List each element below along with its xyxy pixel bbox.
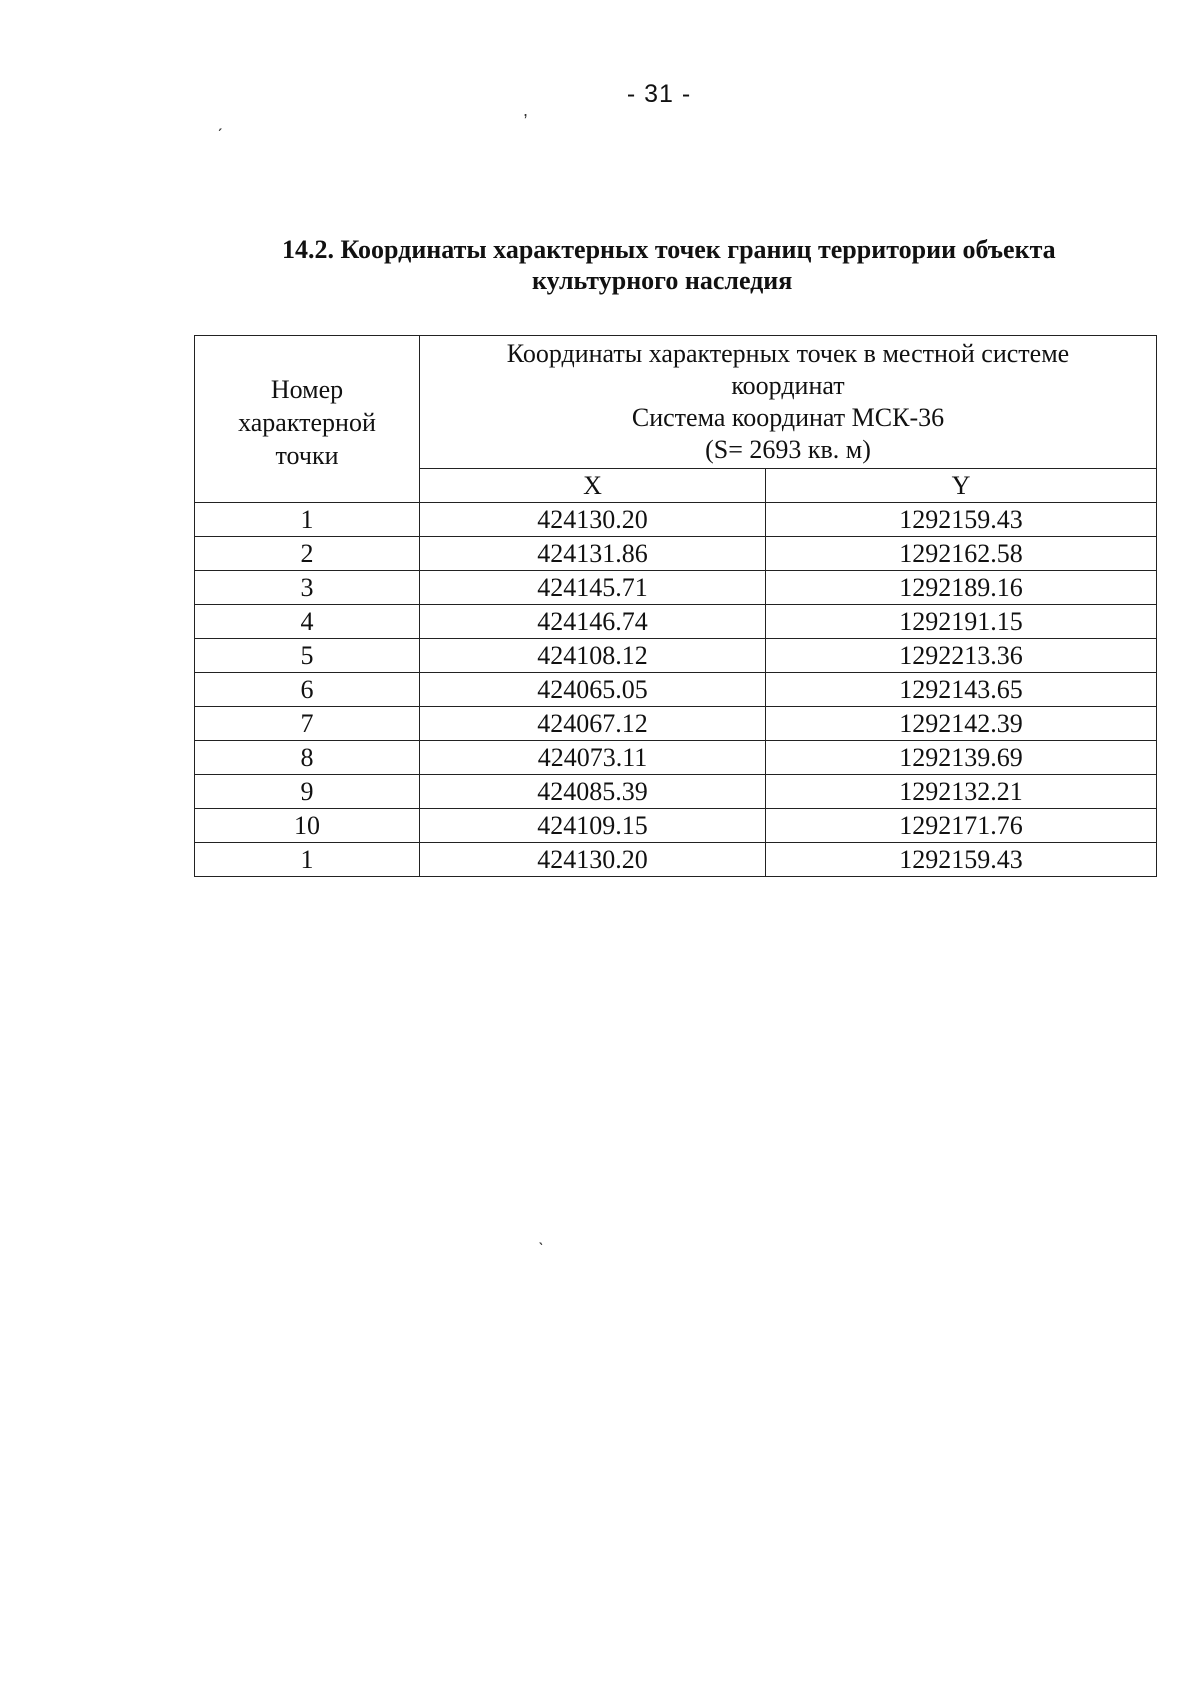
- point-number-cell: 3: [195, 571, 420, 605]
- table-row: [195, 605, 1157, 639]
- table-row: [195, 537, 1157, 571]
- x-column-header: X: [420, 469, 766, 503]
- y-coordinate-cell: 1292159.43: [766, 843, 1157, 877]
- x-coordinate-cell: 424065.05: [420, 673, 766, 707]
- point-number-cell: 5: [195, 639, 420, 673]
- y-coordinate-cell: 1292142.39: [766, 707, 1157, 741]
- point-number-cell: 7: [195, 707, 420, 741]
- y-coordinate-cell: 1292159.43: [766, 503, 1157, 537]
- point-number-cell: 8: [195, 741, 420, 775]
- x-coordinate-cell: 424130.20: [420, 503, 766, 537]
- point-number-cell: 6: [195, 673, 420, 707]
- section-title-line-1: 14.2. Координаты характерных точек границ территории объекта: [282, 235, 1056, 264]
- table-row: [195, 503, 1157, 537]
- table-row: [195, 741, 1157, 775]
- point-number-cell: 1: [195, 843, 420, 877]
- y-coordinate-cell: 1292139.69: [766, 741, 1157, 775]
- section-title: [230, 234, 1170, 296]
- y-coordinate-cell: 1292162.58: [766, 537, 1157, 571]
- y-coordinate-cell: 1292213.36: [766, 639, 1157, 673]
- coordinates-table: [194, 335, 1157, 877]
- coordinates-header-line: координат: [731, 371, 845, 400]
- point-number-cell: 2: [195, 537, 420, 571]
- coordinates-header: [420, 336, 1157, 469]
- x-coordinate-cell: 424067.12: [420, 707, 766, 741]
- section-title-line-2: культурного наследия: [532, 266, 793, 295]
- point-number-cell: 9: [195, 775, 420, 809]
- y-coordinate-cell: 1292171.76: [766, 809, 1157, 843]
- scan-speck: ,: [523, 100, 529, 120]
- y-coordinate-cell: 1292191.15: [766, 605, 1157, 639]
- x-coordinate-cell: 424130.20: [420, 843, 766, 877]
- table-row: [195, 843, 1157, 877]
- point-number-header-line: Номер: [270, 374, 344, 404]
- x-coordinate-cell: 424085.39: [420, 775, 766, 809]
- point-number-header: [195, 336, 420, 503]
- coordinates-header-line: Система координат МСК-36: [631, 403, 945, 432]
- table-row: [195, 673, 1157, 707]
- point-number-cell: 10: [195, 809, 420, 843]
- point-number-header-line: характерной: [238, 407, 376, 437]
- coordinates-header-line: Координаты характерных точек в местной системе: [506, 339, 1070, 368]
- point-number-cell: 1: [195, 503, 420, 537]
- table-row: [195, 809, 1157, 843]
- x-coordinate-cell: 424145.71: [420, 571, 766, 605]
- point-number-cell: 4: [195, 605, 420, 639]
- y-column-header: Y: [766, 469, 1157, 503]
- table-row: [195, 571, 1157, 605]
- page-number: - 31 -: [626, 80, 692, 108]
- y-coordinate-cell: 1292143.65: [766, 673, 1157, 707]
- table-row: [195, 707, 1157, 741]
- y-coordinate-cell: 1292132.21: [766, 775, 1157, 809]
- table-row: [195, 775, 1157, 809]
- x-coordinate-cell: 424131.86: [420, 537, 766, 571]
- coordinates-header-line: (S= 2693 кв. м): [705, 435, 871, 464]
- x-coordinate-cell: 424146.74: [420, 605, 766, 639]
- x-coordinate-cell: 424108.12: [420, 639, 766, 673]
- x-coordinate-cell: 424109.15: [420, 809, 766, 843]
- scan-speck: ˋ: [538, 1240, 544, 1260]
- y-coordinate-cell: 1292189.16: [766, 571, 1157, 605]
- table-row: [195, 639, 1157, 673]
- point-number-header-line: точки: [275, 440, 339, 470]
- x-coordinate-cell: 424073.11: [420, 741, 766, 775]
- scan-speck: ˊ: [217, 126, 223, 146]
